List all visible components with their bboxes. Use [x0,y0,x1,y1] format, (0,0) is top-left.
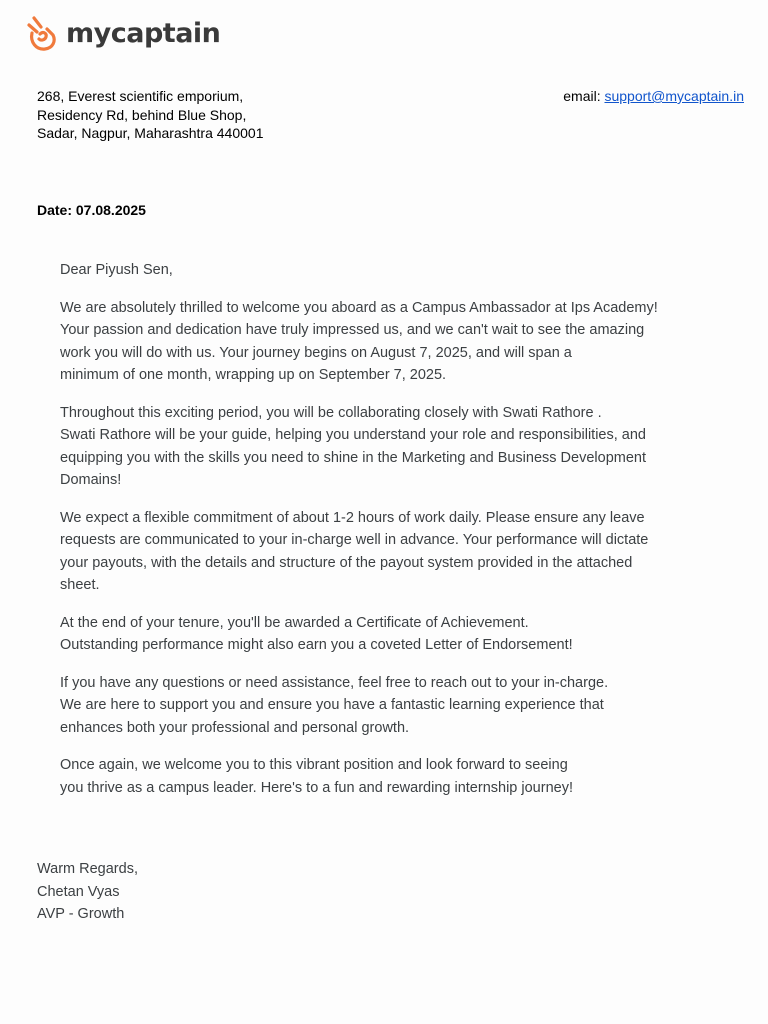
signer-name: Chetan Vyas [37,883,120,900]
address-line: 268, Everest scientific emporium, [37,88,244,104]
body-paragraph [60,612,680,657]
address-line: Residency Rd, behind Blue Shop, [37,106,247,123]
paragraph-line: requests are communicated to your in-charge well in advance. Your performance will dictate [60,532,649,548]
paragraph-line: Your passion and dedication have truly impressed us, and we can't wait to see the amazing [60,322,645,338]
paragraph-line: you thrive as a campus leader. Here's to a fun and rewarding internship journey! [60,779,573,796]
paragraph-line: your payouts, with the details and structure of the payout system provided in the attached [60,554,633,571]
paragraph-line: Swati Rathore will be your guide, helping you understand your role and responsibilities, and [60,427,646,443]
letter-paragraphs [60,297,680,800]
paragraph-line: We are here to support you and ensure you have a fantastic learning experience that [60,697,604,713]
letter-date: Date: 07.08.2025 [37,202,146,218]
address-line: Sadar, Nagpur, Maharashtra 440001 [37,125,264,141]
company-address [37,87,264,143]
paragraph-line: Throughout this exciting period, you will be collaborating closely with Swati Rathore . [60,404,602,421]
paragraph-line: Once again, we welcome you to this vibrant position and look forward to seeing [60,757,568,773]
paragraph-line: Outstanding performance might also earn you a coveted Letter of Endorsement! [60,637,573,653]
closing: Warm Regards, [37,861,138,877]
logo-wordmark: mycaptain [66,18,221,49]
paragraph-line: Domains! [60,472,122,488]
paragraph-line: We are absolutely thrilled to welcome you aboard as a Campus Ambassador at Ips Academy! [60,299,658,316]
mycaptain-logo[interactable] [26,14,220,54]
signer-title: AVP - Growth [37,906,125,922]
body-paragraph [60,672,680,740]
paragraph-line: We expect a flexible commitment of about 1-2 hours of work daily. Please ensure any leave [60,509,645,526]
salutation: Dear Piyush Sen, [60,262,173,278]
email-label: email: [563,88,605,104]
paragraph-line: sheet. [60,577,100,593]
letter-body [60,259,680,814]
paragraph-line: enhances both your professional and personal growth. [60,719,410,736]
signature-block [37,858,138,926]
paragraph-line: work you will do with us. Your journey begins on August 7, 2025, and will span a [60,344,572,361]
paragraph-line: At the end of your tenure, you'll be awarded a Certificate of Achievement. [60,614,529,631]
contact-email [563,87,744,106]
body-paragraph [60,402,680,492]
paragraph-line: If you have any questions or need assistance, feel free to reach out to your in-charge. [60,674,609,691]
body-paragraph [60,507,680,597]
paragraph-line: minimum of one month, wrapping up on September 7, 2025. [60,367,447,383]
body-paragraph [60,297,680,387]
hand-wave-icon [26,14,64,54]
email-link[interactable]: support@mycaptain.in [604,88,744,104]
body-paragraph [60,754,680,799]
paragraph-line: equipping you with the skills you need to shine in the Marketing and Business Development [60,449,646,466]
